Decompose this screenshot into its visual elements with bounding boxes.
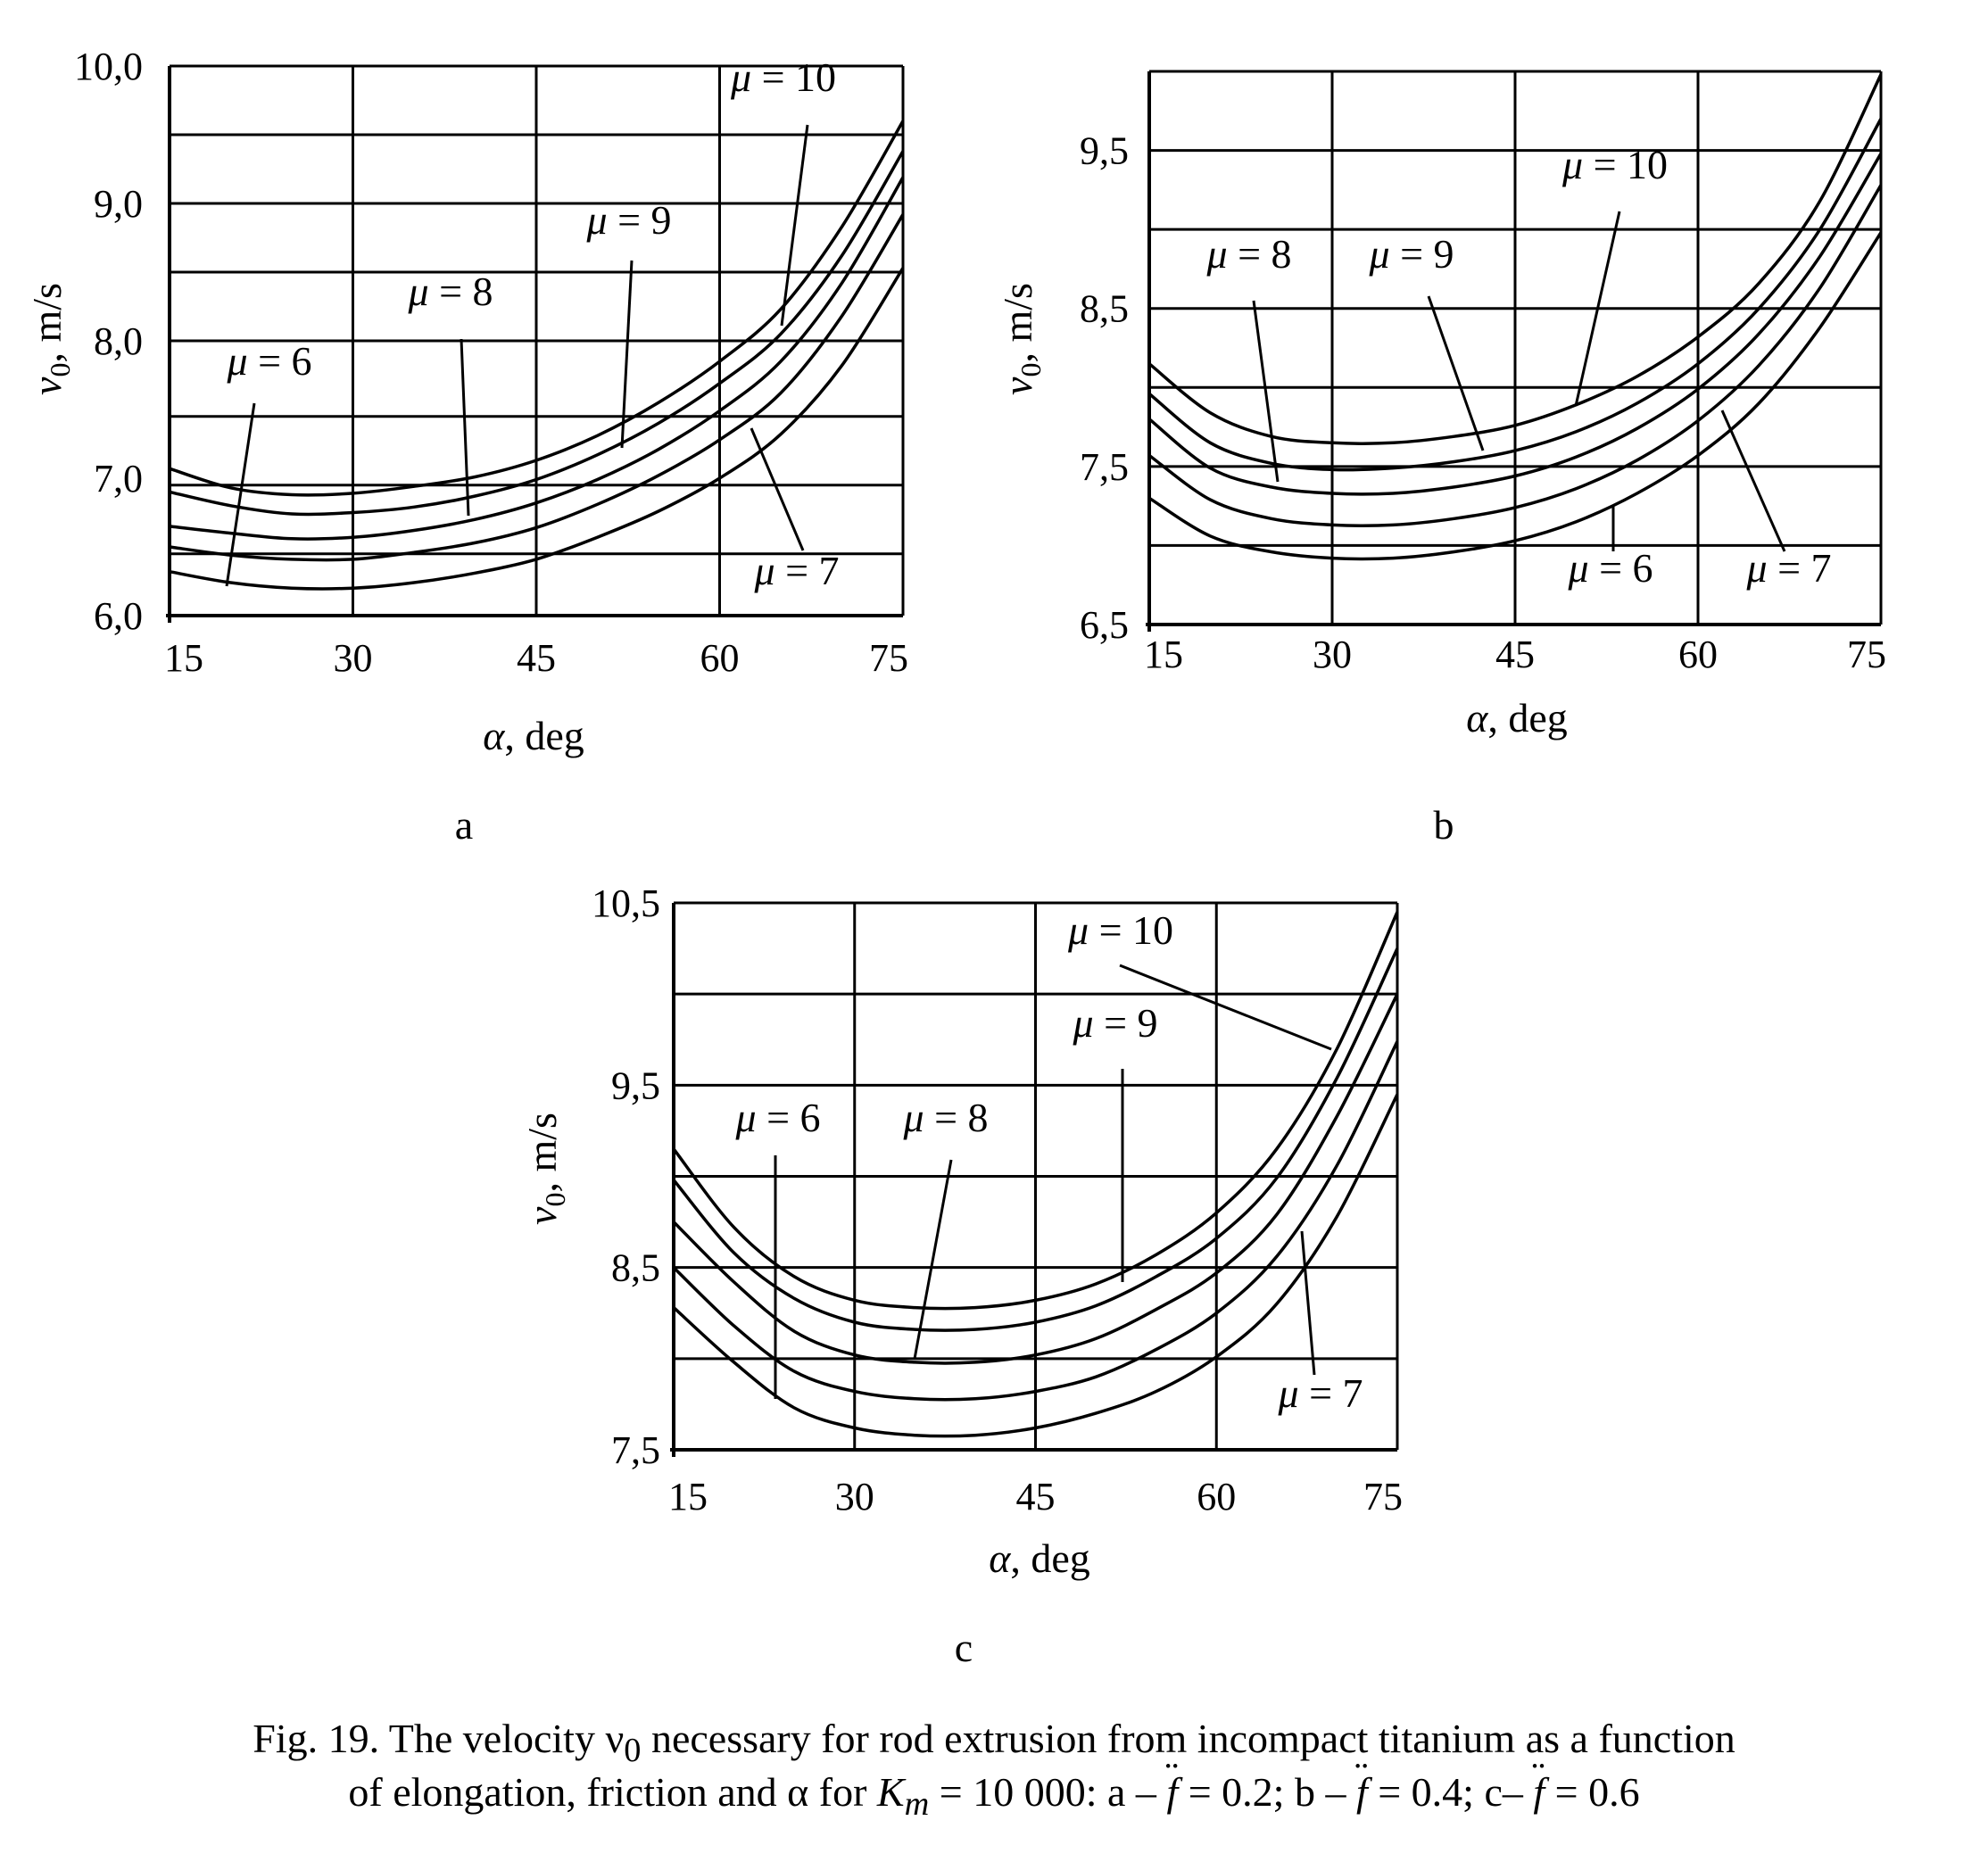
annotation-mu-c-1: μ (1073, 1000, 1094, 1046)
annotation-mu-b-3: μ (1568, 545, 1589, 591)
annotation-label-b-2 (1368, 231, 1454, 277)
x-tick-label-a-4: 75 (869, 636, 908, 680)
x-axis-label-symbol-b: α (1466, 695, 1488, 741)
annotation-mu-c-2: μ (735, 1095, 757, 1140)
y-tick-label-b-1: 8,5 (1080, 286, 1129, 331)
x-tick-label-c-2: 45 (1015, 1475, 1056, 1518)
x-tick-label-b-1: 30 (1313, 633, 1352, 676)
annotation-leader-b-2 (1429, 296, 1483, 451)
y-tick-label-a-2: 8,0 (94, 319, 143, 363)
x-tick-label-c-1: 30 (834, 1475, 874, 1518)
annotation-mu-a-0: μ (730, 54, 752, 100)
annotation-mu-a-3: μ (227, 338, 248, 384)
x-tick-label-b-3: 60 (1678, 633, 1718, 676)
y-tick-label-a-0: 10,0 (74, 45, 143, 88)
caption-f-symbol-3: ¨ f (1533, 1767, 1545, 1818)
x-tick-label-c-0: 15 (668, 1475, 708, 1518)
annotation-leader-b-1 (1254, 301, 1278, 482)
annotation-label-b-1 (1205, 231, 1291, 277)
caption-text-1b: necessary for rod extrusion from incompact titanium as a function (641, 1716, 1735, 1761)
annotation-value-b-3: = 6 (1588, 545, 1653, 591)
caption-f-symbol-1: ¨ f (1166, 1767, 1178, 1818)
y-tick-label-b-0: 9,5 (1080, 128, 1129, 173)
y-tick-label-c-3: 7,5 (611, 1428, 660, 1472)
annotation-value-a-4: = 7 (774, 548, 840, 593)
y-axis-label-unit-b: , m/s (995, 283, 1040, 363)
annotation-mu-c-4: μ (1278, 1370, 1299, 1416)
annotation-value-a-1: = 9 (607, 197, 672, 243)
caption-text-2e: = 0.6 (1545, 1769, 1640, 1815)
annotation-mu-b-4: μ (1746, 545, 1768, 591)
caption-text-1a: Fig. 19. The velocity ν (253, 1716, 625, 1761)
x-tick-label-a-3: 60 (700, 636, 740, 680)
caption-text-2d: = 0.4; c– (1367, 1769, 1534, 1815)
x-tick-label-b-2: 45 (1495, 633, 1535, 676)
caption-subscript-0: 0 (624, 1732, 642, 1770)
annotation-value-b-2: = 9 (1389, 231, 1454, 277)
caption-k-subscript: m (904, 1785, 930, 1824)
caption-text-2c: = 0.2; b – (1178, 1769, 1356, 1815)
annotation-leader-b-4 (1722, 410, 1785, 551)
y-axis-label-symbol-c: v (519, 1206, 565, 1225)
annotation-mu-a-1: μ (586, 197, 608, 243)
annotation-label-a-1 (585, 197, 671, 243)
annotation-label-b-3 (1567, 545, 1653, 591)
x-tick-label-a-2: 45 (517, 636, 556, 680)
annotation-leader-a-4 (751, 428, 803, 550)
annotation-label-a-4 (753, 548, 839, 593)
annotation-label-b-4 (1745, 545, 1831, 591)
annotation-value-c-3: = 8 (924, 1095, 989, 1140)
y-tick-label-c-1: 9,5 (611, 1063, 660, 1108)
annotation-value-c-0: = 10 (1089, 907, 1174, 953)
annotation-label-c-2 (734, 1095, 820, 1140)
chart-panel-b (995, 71, 1886, 848)
annotation-mu-c-0: μ (1067, 907, 1089, 953)
x-axis-label-unit-b: , deg (1487, 695, 1568, 741)
y-axis-label-subscript-a: 0 (44, 362, 76, 377)
caption-text-2a: of elongation, friction and α for (348, 1769, 877, 1815)
chart-panel-a (24, 45, 908, 848)
y-axis-label-unit-c: , m/s (519, 1113, 565, 1193)
x-axis-label-b (1466, 695, 1568, 741)
annotation-label-c-4 (1277, 1370, 1363, 1416)
annotation-value-b-0: = 10 (1583, 142, 1669, 187)
x-tick-label-a-0: 15 (164, 636, 203, 680)
annotation-label-b-0 (1561, 142, 1668, 187)
annotation-value-c-1: = 9 (1093, 1000, 1158, 1046)
annotation-label-a-3 (226, 338, 311, 384)
annotation-value-a-2: = 8 (428, 269, 493, 314)
y-tick-label-c-2: 8,5 (611, 1245, 660, 1290)
annotation-value-b-4: = 7 (1767, 545, 1832, 591)
y-tick-label-c-0: 10,5 (592, 881, 660, 925)
x-tick-label-b-4: 75 (1847, 633, 1886, 676)
panel-label-b: b (1433, 802, 1454, 848)
annotation-label-a-2 (407, 269, 493, 314)
annotation-value-b-1: = 8 (1227, 231, 1292, 277)
annotation-mu-b-2: μ (1369, 231, 1390, 277)
x-tick-label-b-0: 15 (1144, 633, 1183, 676)
x-tick-label-c-3: 60 (1197, 1475, 1237, 1518)
y-tick-label-a-3: 7,0 (94, 457, 143, 501)
annotation-leader-a-0 (782, 125, 808, 326)
figure-caption-line-2 (0, 1767, 1988, 1830)
annotation-leader-a-3 (227, 403, 254, 586)
x-tick-label-a-1: 30 (333, 636, 373, 680)
x-axis-label-symbol-a: α (483, 713, 505, 758)
chart-panel-c (519, 881, 1403, 1670)
y-axis-label-subscript-b: 0 (1015, 362, 1047, 377)
y-axis-label-unit-a: , m/s (24, 283, 70, 363)
caption-k-symbol: K (876, 1769, 905, 1815)
panel-label-c: c (954, 1625, 973, 1670)
y-axis-label-c (519, 1113, 571, 1225)
annotation-leader-c-4 (1302, 1231, 1314, 1375)
annotation-label-a-0 (730, 54, 836, 100)
y-axis-label-symbol-b: v (995, 376, 1040, 395)
y-axis-label-a (24, 283, 76, 395)
annotation-value-a-3: = 6 (247, 338, 312, 384)
annotation-mu-a-4: μ (754, 548, 775, 593)
annotation-value-c-4: = 7 (1298, 1370, 1363, 1416)
x-axis-label-c (989, 1535, 1090, 1581)
y-tick-label-b-2: 7,5 (1080, 444, 1129, 489)
annotation-mu-a-2: μ (408, 269, 429, 314)
y-axis-label-subscript-c: 0 (539, 1192, 571, 1207)
x-axis-label-symbol-c: α (989, 1535, 1011, 1581)
x-axis-label-a (483, 713, 584, 758)
y-axis-label-b (995, 283, 1047, 395)
x-tick-label-c-4: 75 (1363, 1475, 1403, 1518)
annotation-label-c-1 (1072, 1000, 1157, 1046)
y-tick-label-a-4: 6,0 (94, 594, 143, 638)
caption-text-2b: = 10 000: a – (929, 1769, 1167, 1815)
annotation-mu-c-3: μ (903, 1095, 924, 1140)
annotation-leader-a-2 (461, 339, 468, 516)
x-axis-label-unit-c: , deg (1010, 1535, 1090, 1581)
panel-label-a: a (454, 802, 474, 848)
y-axis-label-symbol-a: v (24, 376, 70, 395)
annotation-value-a-0: = 10 (751, 54, 837, 100)
x-axis-label-unit-a: , deg (504, 713, 584, 758)
caption-f-symbol-2: ¨ f (1356, 1767, 1368, 1818)
y-tick-label-b-3: 6,5 (1080, 603, 1129, 647)
y-tick-label-a-1: 9,0 (94, 182, 143, 226)
annotation-mu-b-0: μ (1561, 142, 1584, 187)
annotation-value-c-2: = 6 (756, 1095, 821, 1140)
annotation-label-c-3 (902, 1095, 988, 1140)
annotation-label-c-0 (1067, 907, 1173, 953)
annotation-mu-b-1: μ (1206, 231, 1228, 277)
